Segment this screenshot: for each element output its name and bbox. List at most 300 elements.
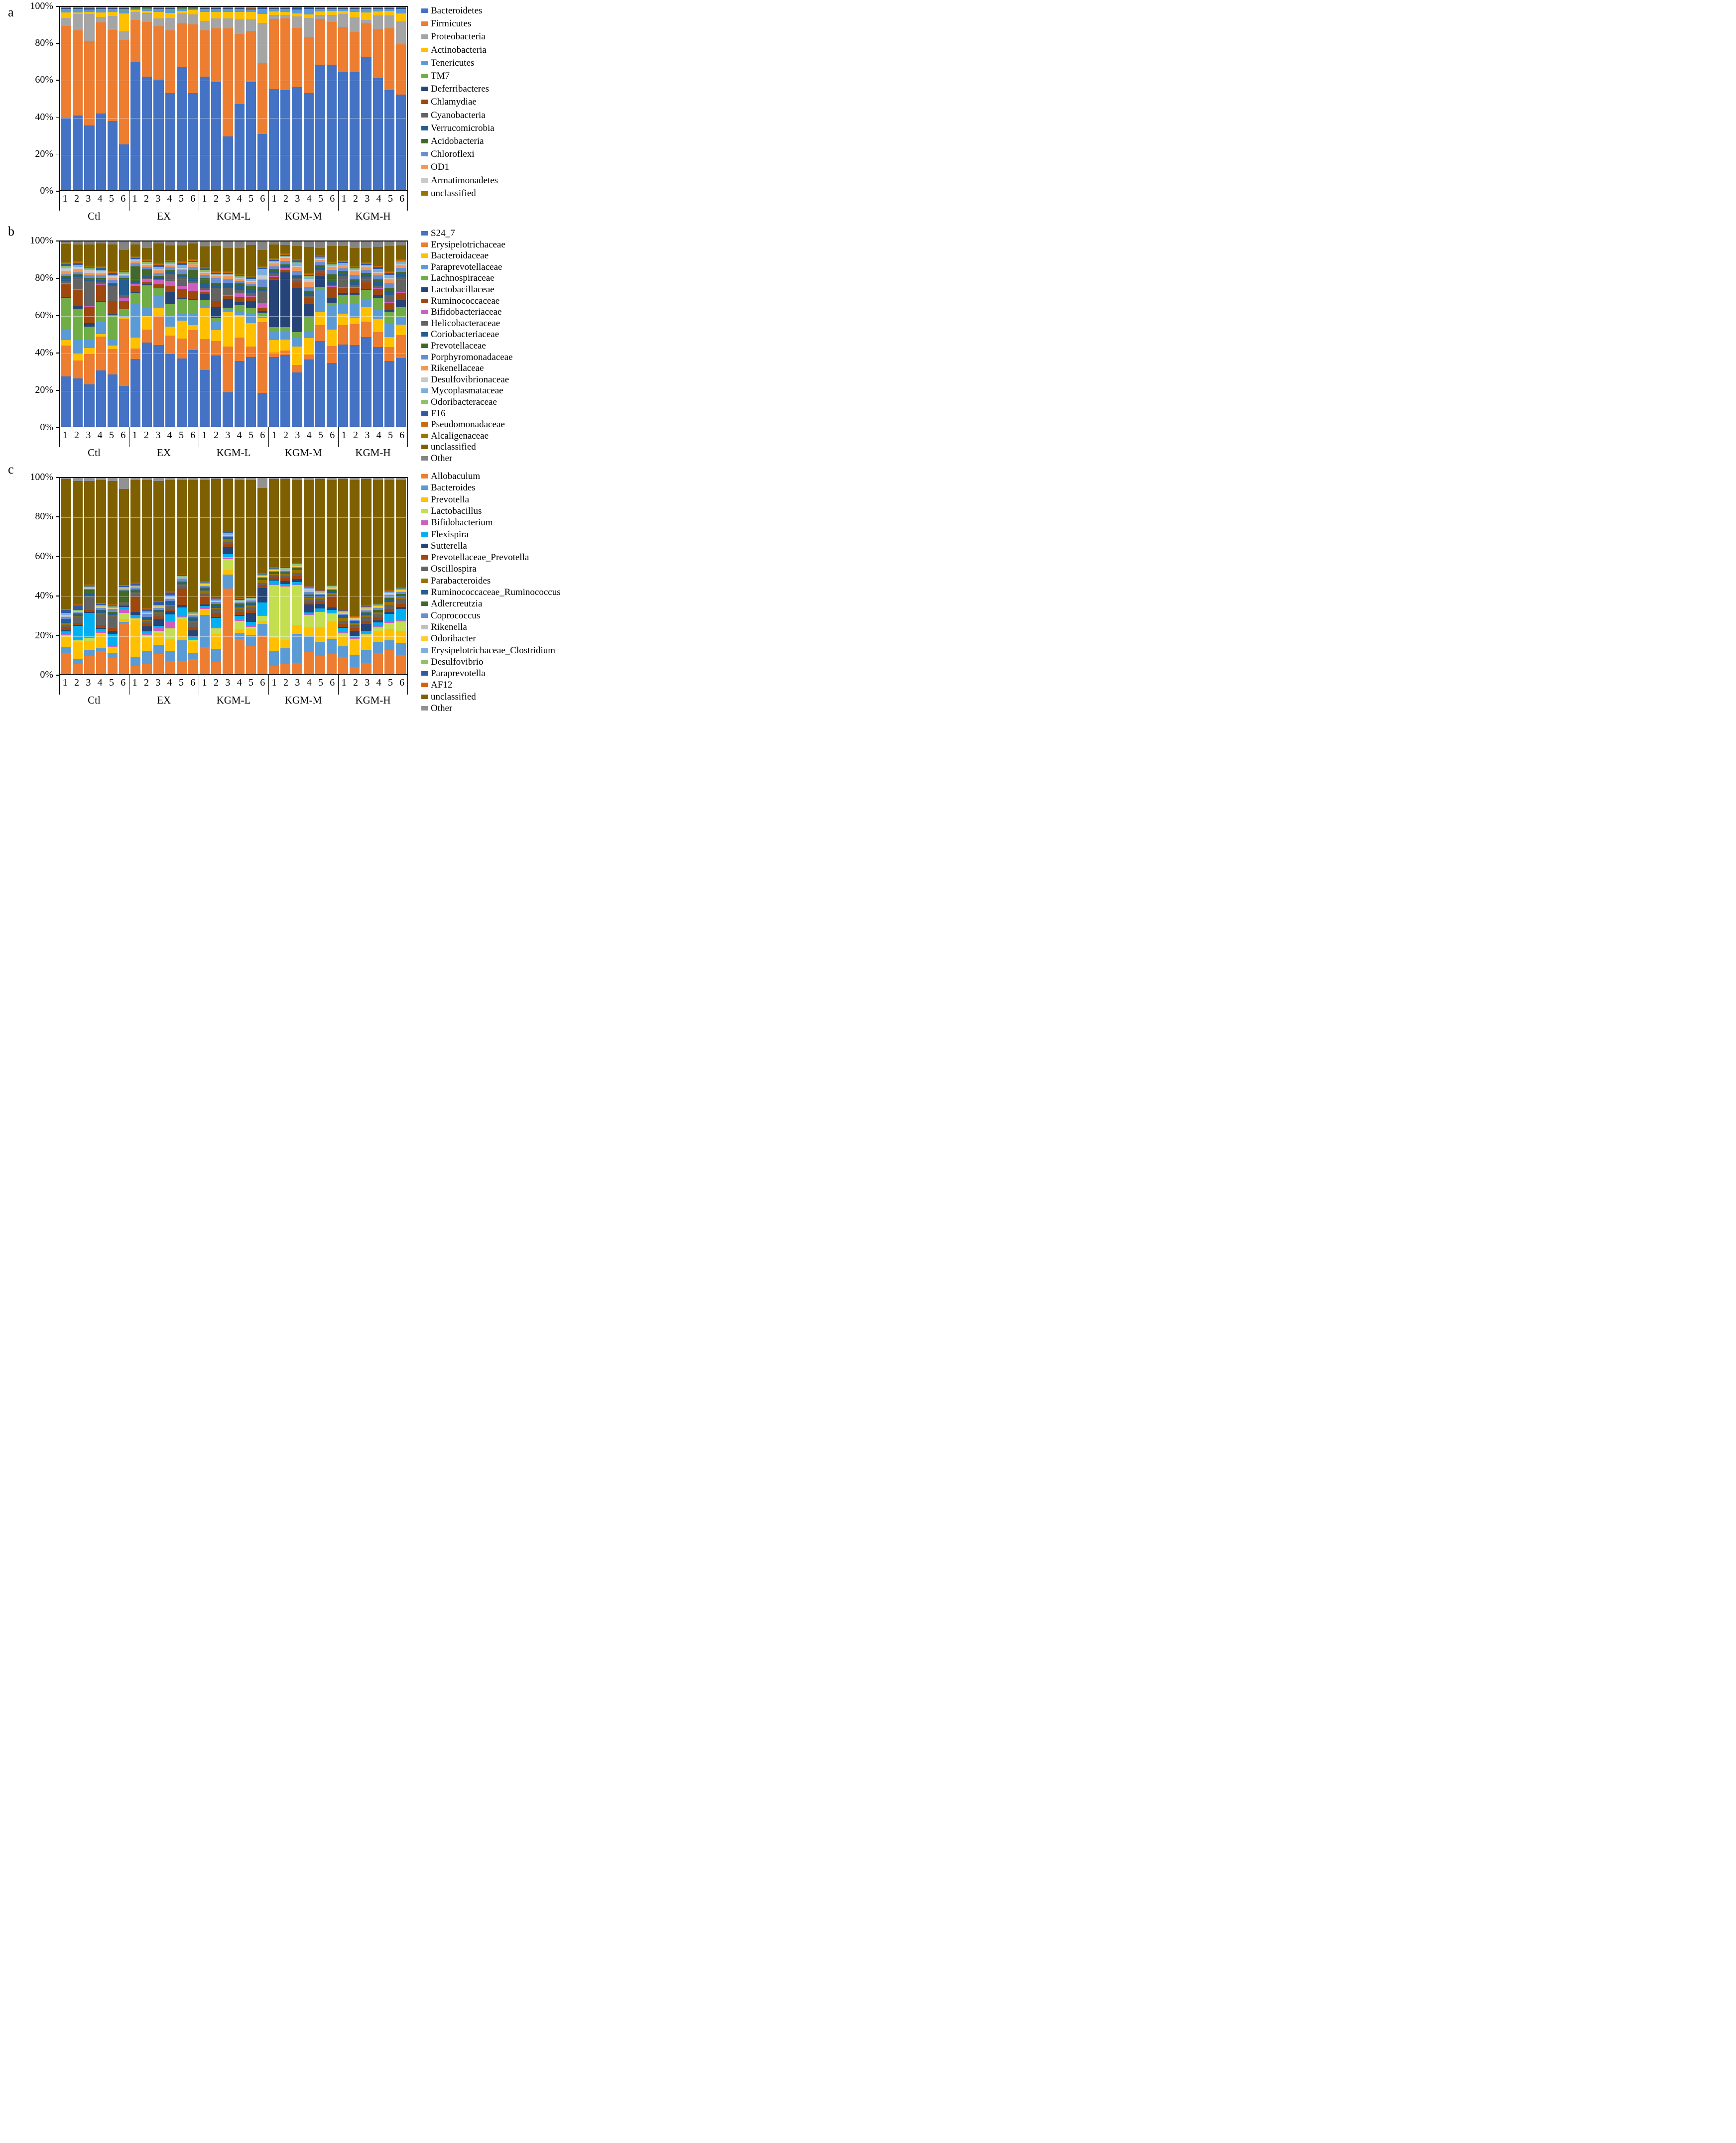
sample-number: 4 [306,193,312,204]
segment-Actinobacteria [235,12,245,19]
segment-Helicobacteraceae [338,276,348,287]
segment-Firmicutes [246,31,256,82]
segment-Firmicutes [315,19,325,65]
legend-swatch-Armatimonadetes [421,178,428,183]
bar-Ctl-6 [119,7,129,190]
segment-Firmicutes [211,28,221,82]
panel-letter-a: a [8,5,14,19]
legend-label: Lachnospiraceae [431,273,495,284]
segment-Proteobacteria [73,14,83,30]
segment-Bifidobacteriaceae [188,283,198,291]
segment-Prevotella [361,636,371,650]
segment-unclassified [384,246,394,271]
segment-Tenericutes [292,10,302,13]
segment-S24_7 [177,358,187,427]
segment-Firmicutes [84,41,94,125]
bar-KGM-H-4 [373,478,383,674]
segment-Firmicutes [327,22,337,65]
legend-label: Desulfovibrionaceae [431,374,509,385]
legend-label: Armatimonadetes [431,175,498,186]
y-axis-tick-mark [56,240,59,241]
segment-Prevotella [292,625,302,633]
sample-number: 2 [143,677,149,688]
segment-Bacteroidaceae [257,318,267,322]
sample-number: 3 [86,193,91,204]
segment-Other [165,241,175,245]
x-group-KGM-L [199,427,268,463]
segment-Proteobacteria [153,18,163,27]
legend-swatch-Bifidobacteriaceae [421,310,428,314]
x-group-KGM-L [199,675,268,711]
segment-Helicobacteraceae [257,291,267,303]
segment-Bacteroides [269,651,279,666]
segment-Proteobacteria [384,15,394,28]
segment-Other [304,241,314,247]
segment-Bacteroides [257,624,267,635]
segment-Paraprevotellaceae [304,332,314,338]
segment-unclassified [396,480,406,588]
segment-Firmicutes [338,27,348,72]
sample-number: 2 [283,193,288,204]
segment-Other [223,241,233,248]
sample-number: 5 [178,430,184,441]
segment-Oscillospira [108,616,118,628]
bars-container [60,478,407,674]
group-label-Ctl: Ctl [88,694,101,706]
segment-S24_7 [280,355,290,427]
group-label-KGM-M: KGM-M [284,210,322,222]
bar-KGM-M-6 [327,478,337,674]
bar-KGM-H-3 [361,7,371,190]
segment-Lachnospiraceae [142,285,152,308]
sample-number: 5 [178,677,184,688]
segment-Bacteroidetes [246,82,256,190]
segment-Erysipelotrichaceae [384,347,394,361]
segment-S24_7 [384,361,394,427]
segment-Bacteroides [130,657,140,667]
bar-KGM-L-1 [200,241,210,427]
segment-Bacteroidetes [257,134,267,190]
segment-Porphyromonadaceae [223,279,233,282]
sample-number: 4 [376,193,381,204]
segment-Erysipelotrichaceae [396,335,406,358]
segment-Ruminococcaceae [350,288,360,293]
legend-item-TM7 [421,71,450,81]
segment-Lactobacillus [269,585,279,638]
legend-swatch-Deferribacteres [421,87,428,91]
legend-swatch-Paraprevotella [421,671,428,676]
segment-Paraprevotellaceae [177,314,187,321]
segment-Lachnospiraceae [327,303,337,306]
legend-item-Prevotella [421,495,469,504]
segment-Flexispira [338,628,348,633]
legend-label: S24_7 [431,228,455,238]
legend-item-Mycoplasmataceae [421,386,503,395]
segment-Ruminococcaceae [73,290,83,306]
legend-swatch-Cyanobacteria [421,113,428,118]
segment-S24_7 [315,341,325,427]
segment-Rikenellaceae [304,282,314,287]
segment-Firmicutes [61,26,71,118]
segment-unclassified [327,480,337,585]
segment-S24_7 [304,359,314,427]
legend-item-Bacteroidaceae [421,251,489,260]
group-separator-line [407,675,408,695]
segment-Prevotella [84,641,94,650]
segment-Prevotellaceae_Prevotella [142,623,152,627]
sample-number-row [199,191,268,204]
segment-Other [373,241,383,247]
bar-EX-3 [153,241,163,427]
segment-Prevotellaceae_Prevotella [130,596,140,612]
group-label-EX: EX [157,210,171,222]
segment-Flexispira [246,622,256,626]
legend-swatch-Alcaligenaceae [421,434,428,438]
bar-KGM-L-1 [200,478,210,674]
segment-Flexispira [211,618,221,628]
segment-Paraprevotellaceae [384,324,394,337]
segment-unclassified [235,480,245,598]
segment-Erysipelotrichaceae [338,325,348,344]
legend-item-Other [421,704,452,713]
segment-Bacteroides [177,640,187,661]
legend-swatch-OD1 [421,165,428,169]
bar-KGM-L-2 [211,241,221,427]
segment-Bacteroidaceae [292,347,302,365]
segment-Ruminococcaceae [61,284,71,297]
segment-Allobaculum [350,667,360,674]
segment-Proteobacteria [292,16,302,28]
legend-item-Parabacteroides [421,576,491,586]
segment-Ruminococcaceae [373,289,383,295]
legend-swatch-unclassified [421,695,428,699]
bar-KGM-H-6 [396,478,406,674]
y-axis-tick-label: 40% [35,590,53,601]
legend-swatch-Verrucomicrobia [421,126,428,130]
bar-KGM-M-1 [269,241,279,427]
legend-item-Bacteroides [421,483,476,492]
legend-label: Bifidobacteriaceae [431,307,502,318]
legend-label: Acidobacteria [431,136,484,146]
legend-label: Cyanobacteria [431,110,486,120]
segment-Bacteroidaceae [177,321,187,339]
segment-Firmicutes [373,29,383,79]
sample-number: 4 [237,193,242,204]
segment-Paraprevotellaceae [84,340,94,348]
segment-Erysipelotrichaceae [73,360,83,378]
x-group-Ctl [59,427,129,463]
segment-Firmicutes [269,19,279,90]
x-group-KGM-H [338,675,408,711]
legend-swatch-Tenericutes [421,61,428,65]
segment-Paraprevotellaceae [327,306,337,329]
bar-KGM-H-4 [373,241,383,427]
segment-Proteobacteria [361,20,371,23]
legend-swatch-Coriobacteriaceae [421,332,428,337]
sample-number: 1 [62,677,68,688]
segment-Lachnospiraceae [61,298,71,330]
segment-Lachnospiraceae [153,288,163,296]
segment-unclassified [96,243,106,266]
segment-Actinobacteria [384,11,394,15]
segment-unclassified [165,480,175,592]
y-axis-tick-label: 100% [30,235,53,246]
segment-Firmicutes [73,30,83,115]
segment-Paraprevotellaceae [142,308,152,316]
segment-Oscillospira [361,617,371,621]
segment-unclassified [84,244,94,266]
segment-Coriobacteriaceae [350,281,360,285]
legend-swatch-Porphyromonadaceae [421,355,428,359]
legend-swatch-Bacteroidaceae [421,253,428,258]
segment-unclassified [211,246,221,271]
segment-Bacteroides [350,655,360,667]
segment-Ruminococcaceae [119,301,129,309]
segment-Adlercreutzia [119,591,129,601]
segment-Firmicutes [292,28,302,87]
segment-Bacteroidetes [396,95,406,190]
segment-Lactobacillus [384,623,394,629]
y-axis-tick-label: 20% [35,384,53,395]
bar-EX-3 [153,7,163,190]
bar-EX-6 [188,241,198,427]
legend-swatch-Bifidobacterium [421,520,428,525]
legend-swatch-Other [421,456,428,461]
x-group-Ctl [59,675,129,711]
group-separator-line [338,427,339,447]
segment-unclassified [396,245,406,259]
segment-unclassified [119,250,129,270]
bar-Ctl-3 [84,478,94,674]
sample-number: 4 [306,677,312,688]
segment-Proteobacteria [84,14,94,41]
y-axis-tick-mark [56,191,59,192]
legend-item-Odoribacter [421,634,476,643]
segment-Allobaculum [373,653,383,674]
segment-Erysipelotrichaceae [223,347,233,392]
sample-number: 4 [97,193,103,204]
segment-Lachnospiraceae [165,304,175,316]
segment-Bacteroides [338,646,348,657]
legend-item-Odoribacteraceae [421,397,497,407]
segment-Bifidobacterium [165,621,175,628]
segment-Bacteroidaceae [373,319,383,333]
sample-number: 4 [167,430,172,441]
bar-EX-1 [130,7,140,190]
segment-S24_7 [327,363,337,427]
legend-label: Sutterella [431,540,467,551]
bar-KGM-L-6 [257,241,267,427]
segment-Bacteroidaceae [361,307,371,322]
segment-S24_7 [211,356,221,427]
bar-KGM-M-2 [280,478,290,674]
segment-Coriobacteriaceae [200,283,210,288]
segment-Firmicutes [188,24,198,93]
segment-Prevotella [384,629,394,640]
segment-Paraprevotellaceae [235,311,245,315]
segment-Firmicutes [350,32,360,73]
segment-Bacteroidetes [84,125,94,190]
legend-label: F16 [431,408,446,419]
segment-Allobaculum [200,647,210,674]
segment-S24_7 [269,357,279,427]
legend-item-Prevotellaceae [421,341,486,351]
segment-Allobaculum [304,652,314,674]
segment-Firmicutes [200,30,210,77]
segment-Lactobacillus [235,621,245,630]
segment-S24_7 [73,378,83,427]
legend-label: Alcaligenaceae [431,430,489,441]
bar-EX-5 [177,478,187,674]
segment-Firmicutes [119,40,129,145]
bar-KGM-M-4 [304,241,314,427]
legend-swatch-Mycoplasmataceae [421,388,428,393]
y-axis-tick-label: 80% [35,37,53,49]
segment-Bacteroidaceae [269,340,279,353]
segment-Bacteroidetes [384,90,394,190]
sample-number: 1 [62,193,68,204]
segment-unclassified [130,480,140,583]
bar-EX-6 [188,7,198,190]
sample-number: 5 [318,677,323,688]
legend-swatch-Other [421,706,428,711]
legend-item-OD1 [421,162,449,172]
segment-Paraprevotellaceae [292,338,302,347]
segment-Actinobacteria [257,14,267,23]
segment-Coriobacteriaceae [96,279,106,282]
segment-Oscillospira [73,617,83,623]
bar-EX-1 [130,241,140,427]
legend-item-Erysipelotrichaceae_Clostridium [421,646,555,655]
sample-number-row [199,675,268,688]
legend-label: Erysipelotrichaceae [431,239,505,250]
segment-Helicobacteraceae [246,293,256,296]
legend-swatch-Erysipelotrichaceae [421,242,428,247]
sample-number: 4 [376,677,381,688]
segment-Proteobacteria [327,15,337,22]
legend-swatch-Firmicutes [421,21,428,26]
legend-swatch-Coprococcus [421,613,428,618]
sample-number-row [338,191,408,204]
segment-Flexispira [384,614,394,622]
segment-Other [119,478,129,488]
bar-KGM-M-5 [315,7,325,190]
segment-Oscillospira [384,605,394,609]
segment-Bacteroides [246,635,256,646]
segment-unclassified [292,246,302,259]
sample-number: 3 [225,193,231,204]
bar-KGM-L-5 [246,478,256,674]
segment-Lachnospiraceae [246,308,256,314]
y-axis-tick-label: 40% [35,111,53,122]
legend-label: Mycoplasmataceae [431,385,503,396]
segment-Allobaculum [61,653,71,674]
segment-Helicobacteraceae [165,274,175,281]
legend-swatch-Parabacteroides [421,579,428,583]
sample-number: 6 [121,677,126,688]
segment-Bacteroidaceae [280,340,290,351]
legend-label: unclassified [431,442,476,453]
segment-Bacteroidetes [211,82,221,190]
sample-number-row [59,675,129,688]
segment-Erysipelotrichaceae [246,347,256,357]
segment-Bacteroidaceae [384,337,394,347]
legend-item-Bifidobacterium [421,518,493,527]
segment-Bifidobacteriaceae [165,281,175,285]
segment-Bacteroidetes [235,104,245,190]
segment-Bacteroidetes [61,118,71,190]
segment-Firmicutes [142,22,152,77]
legend-swatch-Pseudomonadaceae [421,422,428,427]
legend-item-Ruminococcaceae [421,296,499,306]
segment-Sutterella [223,547,233,555]
segment-Lachnospiraceae [188,300,198,314]
segment-Prevotella [73,642,83,659]
sample-number: 6 [121,430,126,441]
segment-Erysipelotrichaceae [304,355,314,359]
segment-Bacteroidetes [304,93,314,190]
segment-Erysipelotrichaceae [373,332,383,347]
segment-Bacteroides [396,643,406,655]
bar-KGM-L-5 [246,241,256,427]
bar-EX-6 [188,478,198,674]
segment-Allobaculum [96,651,106,674]
segment-Paraprevotellaceae [350,304,360,318]
legend-swatch-Oscillospira [421,567,428,571]
segment-Allobaculum [165,661,175,674]
segment-Sutterella [361,624,371,631]
segment-S24_7 [200,370,210,427]
legend-swatch-Prevotellaceae [421,344,428,348]
segment-Bacteroidetes [165,93,175,190]
segment-Flexispira [396,609,406,621]
sample-number: 4 [97,677,103,688]
bar-KGM-L-3 [223,478,233,674]
segment-Firmicutes [361,23,371,57]
sample-number: 6 [399,193,405,204]
segment-Proteobacteria [108,16,118,29]
segment-Ruminococcaceae [292,282,302,288]
segment-Bacteroidaceae [235,315,245,338]
group-label-Ctl: Ctl [88,447,101,459]
legend-label: Other [431,703,453,714]
segment-Lachnospiraceae [361,290,371,300]
segment-Bacteroides [73,659,83,664]
segment-Desulfovibrionaceae [257,275,267,279]
segment-Firmicutes [165,30,175,93]
bar-KGM-L-4 [235,478,245,674]
segment-Other [315,241,325,248]
segment-unclassified [200,246,210,267]
legend-item-Prevotellaceae_Prevotella [421,553,529,562]
segment-Bacteroidetes [338,72,348,190]
group-separator-line [59,191,60,211]
y-axis-tick-mark [56,6,59,7]
legend-label: Coprococcus [431,610,481,621]
legend-swatch-Proteobacteria [421,34,428,39]
segment-Prevotella [235,629,245,633]
segment-Erysipelotrichaceae [315,325,325,342]
segment-Ruminococcaceae [177,289,187,298]
bar-KGM-L-6 [257,7,267,190]
segment-Proteobacteria [61,18,71,26]
bar-KGM-L-1 [200,7,210,190]
legend-label: Helicobacteraceae [431,318,500,329]
sample-number: 5 [178,193,184,204]
segment-Paraprevotellaceae [73,339,83,354]
segment-unclassified [177,245,187,261]
segment-Helicobacteraceae [211,288,221,301]
